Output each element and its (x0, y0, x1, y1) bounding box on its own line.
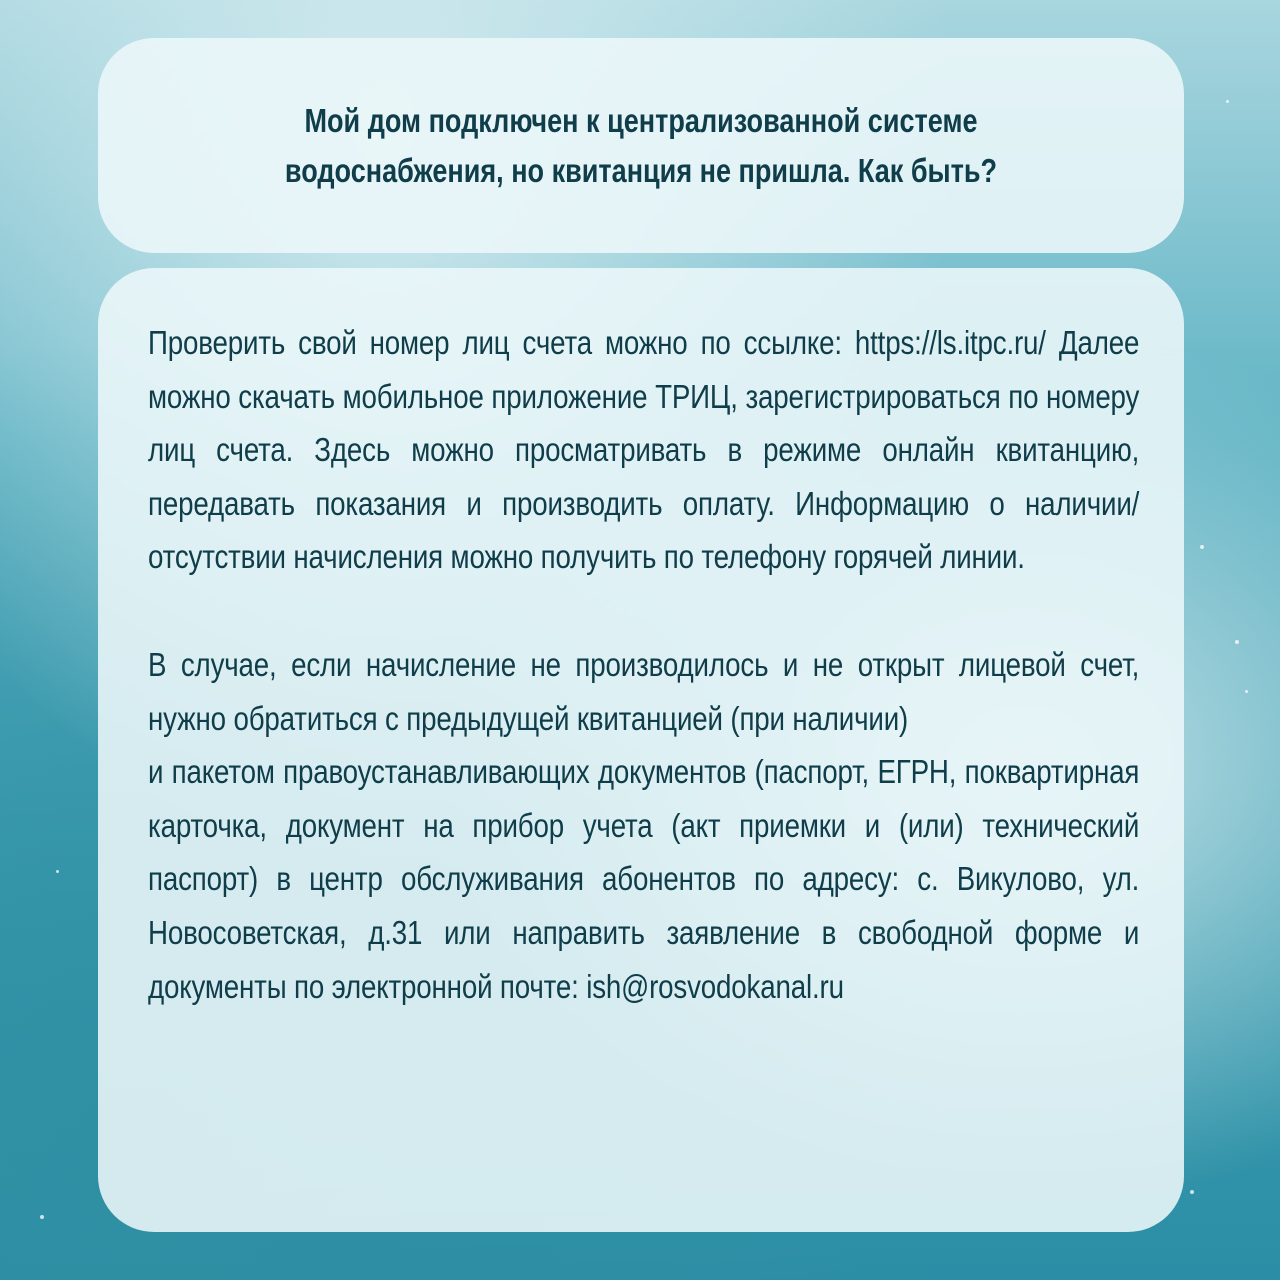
background-sparkle (1190, 1190, 1194, 1194)
background-sparkle (1200, 545, 1204, 549)
answer-card (98, 268, 1184, 1232)
background-sparkle (1235, 640, 1239, 644)
question-card (98, 38, 1184, 253)
answer-paragraph-2a: В случае, если начисление не производилось и не открыт лицевой счет, нужно обратиться с предыдущей квитанцией (при наличии) (148, 645, 1140, 737)
question-title: Мой дом подключен к централизованной системе водоснабжения, но квитанция не пришла. Как быть? (284, 101, 998, 189)
answer-paragraph-2b: и пакетом правоустанавливающих документов (паспорт, ЕГРН, поквартирная карточка, документ на прибор учета (акт приемки и (или) технический паспорт) в центр обслуживания абонентов по адресу: с. Викулово, ул. Новосоветская, д.31 или направить заявление в свободной форме и документы по электронной почте: ish@rosvodokanal.ru (148, 753, 1140, 1005)
answer-paragraph-1: Проверить свой номер лиц счета можно по ссылке: https://ls.itpc.ru/ Далее можно скачать мобильное приложение ТРИЦ, зарегистрироваться по номеру лиц счета. Здесь можно просматривать в режиме онлайн квитанцию, передавать показания и производить оплату. Информацию о наличии/отсутствии начисления можно получить по телефону горячей линии. (148, 324, 1140, 576)
background-sparkle (1226, 100, 1229, 103)
background-sparkle (40, 1215, 44, 1219)
background-sparkle (1245, 690, 1248, 693)
background-sparkle (56, 870, 59, 873)
